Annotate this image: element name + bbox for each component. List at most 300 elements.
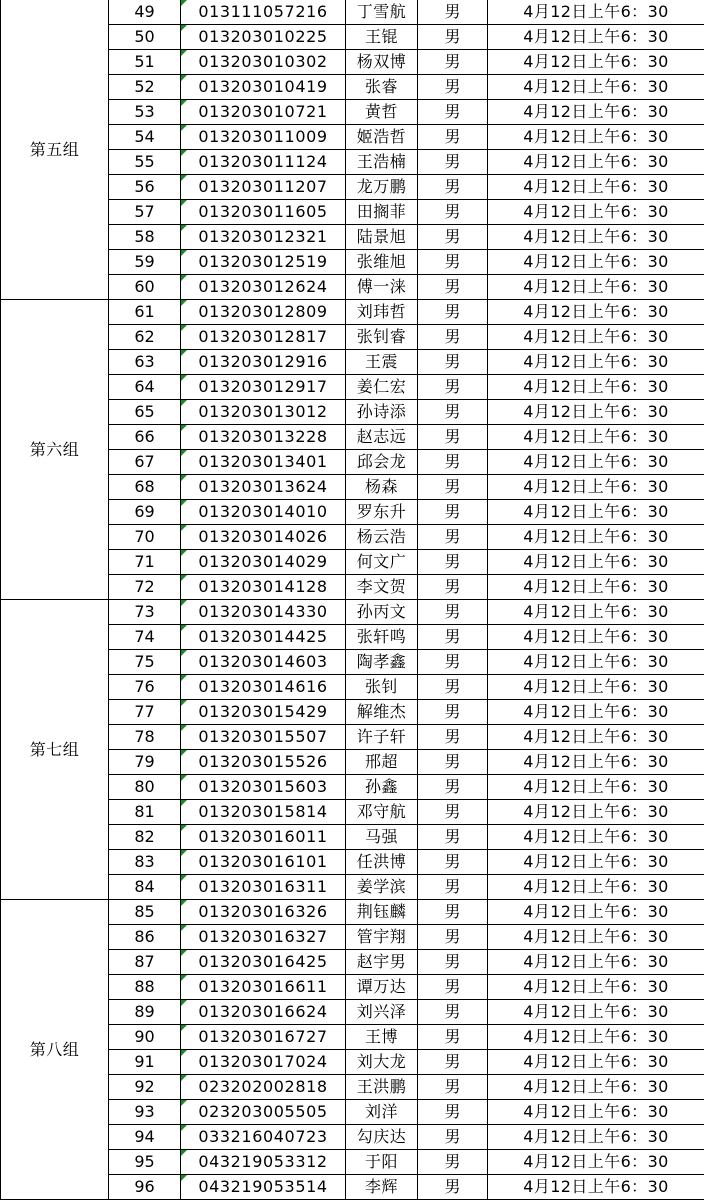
gender-cell[interactable]: 男 [418, 25, 488, 50]
student-id-cell[interactable] [181, 900, 346, 925]
time-cell[interactable]: 4月12日上午6：30 [488, 425, 704, 450]
time-cell[interactable]: 4月12日上午6：30 [488, 850, 704, 875]
gender-cell[interactable]: 男 [418, 200, 488, 225]
student-id-text: 013203014330 [198, 602, 328, 621]
name-cell[interactable]: 黄哲 [346, 100, 418, 125]
green-corner-triangle-icon [181, 975, 187, 981]
student-id-cell[interactable] [181, 350, 346, 375]
student-id-text: 013203013228 [198, 427, 328, 446]
serial-number-cell[interactable]: 92 [109, 1075, 181, 1100]
student-id-text: 013203016326 [198, 902, 328, 921]
name-cell[interactable]: 何文广 [346, 550, 418, 575]
serial-number-cell[interactable]: 54 [109, 125, 181, 150]
gender-cell[interactable]: 男 [418, 825, 488, 850]
name-cell[interactable]: 杨森 [346, 475, 418, 500]
student-id-text: 013203012916 [198, 352, 328, 371]
time-cell[interactable]: 4月12日上午6：30 [488, 875, 704, 900]
student-id-text: 013203012321 [198, 227, 328, 246]
name-cell[interactable]: 孙丙文 [346, 600, 418, 625]
gender-cell[interactable]: 男 [418, 100, 488, 125]
gender-cell[interactable]: 男 [418, 1150, 488, 1175]
serial-number-cell[interactable]: 56 [109, 175, 181, 200]
name-cell[interactable]: 管宇翔 [346, 925, 418, 950]
gender-cell[interactable]: 男 [418, 625, 488, 650]
time-cell[interactable]: 4月12日上午6：30 [488, 1025, 704, 1050]
time-cell[interactable]: 4月12日上午6：30 [488, 1075, 704, 1100]
time-cell[interactable]: 4月12日上午6：30 [488, 525, 704, 550]
time-cell[interactable]: 4月12日上午6：30 [488, 1125, 704, 1150]
name-cell[interactable]: 李文贺 [346, 575, 418, 600]
gender-cell[interactable]: 男 [418, 650, 488, 675]
student-id-cell[interactable] [181, 75, 346, 100]
student-id-cell[interactable] [181, 300, 346, 325]
name-cell[interactable]: 姬浩哲 [346, 125, 418, 150]
gender-cell[interactable]: 男 [418, 600, 488, 625]
green-corner-triangle-icon [181, 1025, 187, 1031]
serial-number-cell[interactable]: 52 [109, 75, 181, 100]
time-cell[interactable]: 4月12日上午6：30 [488, 600, 704, 625]
student-id-cell[interactable] [181, 975, 346, 1000]
green-corner-triangle-icon [181, 800, 187, 806]
green-corner-triangle-icon [181, 150, 187, 156]
serial-number-cell[interactable]: 59 [109, 250, 181, 275]
time-cell[interactable]: 4月12日上午6：30 [488, 550, 704, 575]
group-label[interactable]: 第七组 [1, 600, 109, 900]
gender-cell[interactable]: 男 [418, 325, 488, 350]
gender-cell[interactable]: 男 [418, 275, 488, 300]
student-id-cell[interactable] [181, 625, 346, 650]
name-cell[interactable]: 刘兴泽 [346, 1000, 418, 1025]
serial-number-cell[interactable]: 57 [109, 200, 181, 225]
name-cell[interactable]: 赵志远 [346, 425, 418, 450]
name-cell[interactable]: 龙万鹏 [346, 175, 418, 200]
serial-number-cell[interactable]: 64 [109, 375, 181, 400]
green-corner-triangle-icon [181, 250, 187, 256]
name-cell[interactable]: 马强 [346, 825, 418, 850]
student-id-cell[interactable] [181, 950, 346, 975]
green-corner-triangle-icon [181, 1050, 187, 1056]
serial-number-cell[interactable]: 70 [109, 525, 181, 550]
student-id-cell[interactable] [181, 125, 346, 150]
time-cell[interactable]: 4月12日上午6：30 [488, 300, 704, 325]
name-cell[interactable]: 王震 [346, 350, 418, 375]
name-cell[interactable]: 邱会龙 [346, 450, 418, 475]
name-cell[interactable]: 谭万达 [346, 975, 418, 1000]
time-cell[interactable]: 4月12日上午6：30 [488, 350, 704, 375]
table-row[interactable] [1, 0, 704, 25]
time-cell[interactable]: 4月12日上午6：30 [488, 775, 704, 800]
green-corner-triangle-icon [181, 175, 187, 181]
name-cell[interactable]: 王锟 [346, 25, 418, 50]
student-id-cell[interactable] [181, 500, 346, 525]
serial-number-cell[interactable]: 67 [109, 450, 181, 475]
student-id-cell[interactable] [181, 0, 346, 25]
gender-cell[interactable]: 男 [418, 775, 488, 800]
green-corner-triangle-icon [181, 775, 187, 781]
student-id-text: 023202002818 [198, 1077, 328, 1096]
student-id-cell[interactable] [181, 1050, 346, 1075]
gender-cell[interactable]: 男 [418, 350, 488, 375]
group-label[interactable]: 第六组 [1, 300, 109, 600]
name-cell[interactable]: 王博 [346, 1025, 418, 1050]
gender-cell[interactable]: 男 [418, 1050, 488, 1075]
serial-number-cell[interactable]: 89 [109, 1000, 181, 1025]
serial-number-cell[interactable]: 53 [109, 100, 181, 125]
serial-number-cell[interactable]: 49 [109, 0, 181, 25]
name-cell[interactable]: 孙鑫 [346, 775, 418, 800]
serial-number-cell[interactable]: 75 [109, 650, 181, 675]
student-id-cell[interactable] [181, 475, 346, 500]
time-cell[interactable]: 4月12日上午6：30 [488, 950, 704, 975]
serial-number-cell[interactable]: 58 [109, 225, 181, 250]
serial-number-cell[interactable]: 72 [109, 575, 181, 600]
time-cell[interactable]: 4月12日上午6：30 [488, 925, 704, 950]
time-cell[interactable]: 4月12日上午6：30 [488, 225, 704, 250]
time-cell[interactable]: 4月12日上午6：30 [488, 1000, 704, 1025]
student-id-cell[interactable] [181, 700, 346, 725]
green-corner-triangle-icon [181, 550, 187, 556]
student-id-text: 013203014128 [198, 577, 328, 596]
name-cell[interactable]: 张维旭 [346, 250, 418, 275]
gender-cell[interactable]: 男 [418, 475, 488, 500]
green-corner-triangle-icon [181, 525, 187, 531]
serial-number-cell[interactable]: 95 [109, 1150, 181, 1175]
student-id-cell[interactable] [181, 400, 346, 425]
name-cell[interactable]: 任洪博 [346, 850, 418, 875]
student-id-text: 013203011605 [198, 202, 328, 221]
student-id-cell[interactable] [181, 675, 346, 700]
student-id-text: 013203010419 [198, 77, 328, 96]
student-id-text: 013203012817 [198, 327, 328, 346]
time-cell[interactable]: 4月12日上午6：30 [488, 900, 704, 925]
gender-cell[interactable]: 男 [418, 425, 488, 450]
student-id-cell[interactable] [181, 600, 346, 625]
name-cell[interactable]: 解维杰 [346, 700, 418, 725]
green-corner-triangle-icon [181, 400, 187, 406]
table-row[interactable] [1, 900, 704, 925]
serial-number-cell[interactable]: 94 [109, 1125, 181, 1150]
student-id-cell[interactable] [181, 325, 346, 350]
serial-number-cell[interactable]: 63 [109, 350, 181, 375]
gender-cell[interactable]: 男 [418, 925, 488, 950]
student-id-text: 013203010721 [198, 102, 328, 121]
gender-cell[interactable]: 男 [418, 1100, 488, 1125]
time-cell[interactable]: 4月12日上午6：30 [488, 275, 704, 300]
student-id-cell[interactable] [181, 1075, 346, 1100]
name-cell[interactable]: 荆钰麟 [346, 900, 418, 925]
gender-cell[interactable]: 男 [418, 1125, 488, 1150]
gender-cell[interactable]: 男 [418, 675, 488, 700]
serial-number-cell[interactable]: 61 [109, 300, 181, 325]
gender-cell[interactable]: 男 [418, 400, 488, 425]
gender-cell[interactable]: 男 [418, 125, 488, 150]
serial-number-cell[interactable]: 81 [109, 800, 181, 825]
gender-cell[interactable]: 男 [418, 0, 488, 25]
name-cell[interactable]: 杨双博 [346, 50, 418, 75]
time-cell[interactable]: 4月12日上午6：30 [488, 400, 704, 425]
time-cell[interactable]: 4月12日上午6：30 [488, 200, 704, 225]
table-row[interactable] [1, 300, 704, 325]
time-cell[interactable]: 4月12日上午6：30 [488, 975, 704, 1000]
name-cell[interactable]: 李辉 [346, 1175, 418, 1200]
green-corner-triangle-icon [181, 500, 187, 506]
gender-cell[interactable]: 男 [418, 725, 488, 750]
student-id-text: 013203013624 [198, 477, 328, 496]
serial-number-cell[interactable]: 85 [109, 900, 181, 925]
gender-cell[interactable]: 男 [418, 375, 488, 400]
time-cell[interactable]: 4月12日上午6：30 [488, 325, 704, 350]
student-id-cell[interactable] [181, 250, 346, 275]
student-id-cell[interactable] [181, 725, 346, 750]
name-cell[interactable]: 张轩鸣 [346, 625, 418, 650]
serial-number-cell[interactable]: 93 [109, 1100, 181, 1125]
gender-cell[interactable]: 男 [418, 500, 488, 525]
time-cell[interactable]: 4月12日上午6：30 [488, 700, 704, 725]
time-cell[interactable]: 4月12日上午6：30 [488, 625, 704, 650]
name-cell[interactable]: 陶孝鑫 [346, 650, 418, 675]
student-id-text: 033216040723 [198, 1127, 328, 1146]
serial-number-cell[interactable]: 68 [109, 475, 181, 500]
student-id-text: 013203014026 [198, 527, 328, 546]
serial-number-cell[interactable]: 83 [109, 850, 181, 875]
student-id-cell[interactable] [181, 425, 346, 450]
name-cell[interactable]: 刘大龙 [346, 1050, 418, 1075]
serial-number-cell[interactable]: 86 [109, 925, 181, 950]
roster-body [1, 0, 704, 1200]
student-id-cell[interactable] [181, 25, 346, 50]
time-cell[interactable]: 4月12日上午6：30 [488, 75, 704, 100]
name-cell[interactable]: 王浩楠 [346, 150, 418, 175]
serial-number-cell[interactable]: 51 [109, 50, 181, 75]
green-corner-triangle-icon [181, 1125, 187, 1131]
time-cell[interactable]: 4月12日上午6：30 [488, 1150, 704, 1175]
name-cell[interactable]: 罗东升 [346, 500, 418, 525]
serial-number-cell[interactable]: 55 [109, 150, 181, 175]
gender-cell[interactable]: 男 [418, 550, 488, 575]
gender-cell[interactable]: 男 [418, 175, 488, 200]
student-id-cell[interactable] [181, 1025, 346, 1050]
gender-cell[interactable]: 男 [418, 975, 488, 1000]
student-id-text: 013203013401 [198, 452, 328, 471]
green-corner-triangle-icon [181, 750, 187, 756]
student-id-cell[interactable] [181, 550, 346, 575]
gender-cell[interactable]: 男 [418, 1075, 488, 1100]
green-corner-triangle-icon [181, 225, 187, 231]
student-id-cell[interactable] [181, 450, 346, 475]
gender-cell[interactable]: 男 [418, 1175, 488, 1200]
serial-number-cell[interactable]: 74 [109, 625, 181, 650]
gender-cell[interactable]: 男 [418, 800, 488, 825]
student-id-cell[interactable] [181, 1175, 346, 1200]
student-id-cell[interactable] [181, 150, 346, 175]
gender-cell[interactable]: 男 [418, 950, 488, 975]
student-id-cell[interactable] [181, 650, 346, 675]
green-corner-triangle-icon [181, 700, 187, 706]
serial-number-cell[interactable]: 60 [109, 275, 181, 300]
student-id-text: 013203015814 [198, 802, 328, 821]
serial-number-cell[interactable]: 91 [109, 1050, 181, 1075]
student-id-text: 013203016011 [198, 827, 328, 846]
gender-cell[interactable]: 男 [418, 875, 488, 900]
time-cell[interactable]: 4月12日上午6：30 [488, 450, 704, 475]
student-id-text: 013203011207 [198, 177, 328, 196]
green-corner-triangle-icon [181, 25, 187, 31]
serial-number-cell[interactable]: 90 [109, 1025, 181, 1050]
serial-number-cell[interactable]: 84 [109, 875, 181, 900]
time-cell[interactable]: 4月12日上午6：30 [488, 500, 704, 525]
gender-cell[interactable]: 男 [418, 250, 488, 275]
green-corner-triangle-icon [181, 875, 187, 881]
serial-number-cell[interactable]: 76 [109, 675, 181, 700]
student-id-cell[interactable] [181, 875, 346, 900]
student-id-cell[interactable] [181, 225, 346, 250]
name-cell[interactable]: 许子轩 [346, 725, 418, 750]
student-id-text: 013203011009 [198, 127, 328, 146]
student-id-cell[interactable] [181, 175, 346, 200]
student-id-text: 013203010302 [198, 52, 328, 71]
student-id-cell[interactable] [181, 525, 346, 550]
name-cell[interactable]: 刘洋 [346, 1100, 418, 1125]
green-corner-triangle-icon [181, 100, 187, 106]
student-id-cell[interactable] [181, 800, 346, 825]
name-cell[interactable]: 张钊睿 [346, 325, 418, 350]
time-cell[interactable]: 4月12日上午6：30 [488, 650, 704, 675]
serial-number-cell[interactable]: 78 [109, 725, 181, 750]
student-id-text: 013203016101 [198, 852, 328, 871]
name-cell[interactable]: 陆景旭 [346, 225, 418, 250]
gender-cell[interactable]: 男 [418, 850, 488, 875]
time-cell[interactable]: 4月12日上午6：30 [488, 0, 704, 25]
name-cell[interactable]: 傅一涞 [346, 275, 418, 300]
student-id-cell[interactable] [181, 1125, 346, 1150]
serial-number-cell[interactable]: 50 [109, 25, 181, 50]
student-id-cell[interactable] [181, 575, 346, 600]
student-id-cell[interactable] [181, 1150, 346, 1175]
time-cell[interactable]: 4月12日上午6：30 [488, 1050, 704, 1075]
serial-number-cell[interactable]: 88 [109, 975, 181, 1000]
green-corner-triangle-icon [181, 300, 187, 306]
serial-number-cell[interactable]: 96 [109, 1175, 181, 1200]
name-cell[interactable]: 赵宇男 [346, 950, 418, 975]
name-cell[interactable]: 王洪鹏 [346, 1075, 418, 1100]
name-cell[interactable]: 张钊 [346, 675, 418, 700]
time-cell[interactable]: 4月12日上午6：30 [488, 800, 704, 825]
student-id-text: 013203015526 [198, 752, 328, 771]
name-cell[interactable]: 杨云浩 [346, 525, 418, 550]
student-id-cell[interactable] [181, 750, 346, 775]
time-cell[interactable]: 4月12日上午6：30 [488, 575, 704, 600]
student-id-text: 013203015507 [198, 727, 328, 746]
time-cell[interactable]: 4月12日上午6：30 [488, 675, 704, 700]
name-cell[interactable]: 张睿 [346, 75, 418, 100]
gender-cell[interactable]: 男 [418, 900, 488, 925]
serial-number-cell[interactable]: 62 [109, 325, 181, 350]
group-label[interactable]: 第八组 [1, 900, 109, 1200]
time-cell[interactable]: 4月12日上午6：30 [488, 475, 704, 500]
serial-number-cell[interactable]: 73 [109, 600, 181, 625]
student-id-cell[interactable] [181, 375, 346, 400]
table-row[interactable] [1, 600, 704, 625]
serial-number-cell[interactable]: 69 [109, 500, 181, 525]
student-id-text: 013203014425 [198, 627, 328, 646]
time-cell[interactable]: 4月12日上午6：30 [488, 1175, 704, 1200]
gender-cell[interactable]: 男 [418, 525, 488, 550]
time-cell[interactable]: 4月12日上午6：30 [488, 25, 704, 50]
student-id-text: 013203014010 [198, 502, 328, 521]
name-cell[interactable]: 邢超 [346, 750, 418, 775]
serial-number-cell[interactable]: 77 [109, 700, 181, 725]
gender-cell[interactable]: 男 [418, 50, 488, 75]
student-id-cell[interactable] [181, 1100, 346, 1125]
serial-number-cell[interactable]: 66 [109, 425, 181, 450]
serial-number-cell[interactable]: 82 [109, 825, 181, 850]
student-id-cell[interactable] [181, 850, 346, 875]
student-id-cell[interactable] [181, 775, 346, 800]
name-cell[interactable]: 刘玮哲 [346, 300, 418, 325]
gender-cell[interactable]: 男 [418, 75, 488, 100]
time-cell[interactable]: 4月12日上午6：30 [488, 250, 704, 275]
serial-number-cell[interactable]: 65 [109, 400, 181, 425]
student-id-cell[interactable] [181, 825, 346, 850]
time-cell[interactable]: 4月12日上午6：30 [488, 175, 704, 200]
green-corner-triangle-icon [181, 125, 187, 131]
student-id-text: 013203014029 [198, 552, 328, 571]
name-cell[interactable]: 勾庆达 [346, 1125, 418, 1150]
student-id-cell[interactable] [181, 275, 346, 300]
name-cell[interactable]: 丁雪航 [346, 0, 418, 25]
student-id-cell[interactable] [181, 200, 346, 225]
time-cell[interactable]: 4月12日上午6：30 [488, 375, 704, 400]
time-cell[interactable]: 4月12日上午6：30 [488, 1100, 704, 1125]
name-cell[interactable]: 姜学滨 [346, 875, 418, 900]
gender-cell[interactable]: 男 [418, 700, 488, 725]
time-cell[interactable]: 4月12日上午6：30 [488, 750, 704, 775]
name-cell[interactable]: 孙诗添 [346, 400, 418, 425]
gender-cell[interactable]: 男 [418, 1000, 488, 1025]
name-cell[interactable]: 邓守航 [346, 800, 418, 825]
serial-number-cell[interactable]: 87 [109, 950, 181, 975]
time-cell[interactable]: 4月12日上午6：30 [488, 125, 704, 150]
time-cell[interactable]: 4月12日上午6：30 [488, 150, 704, 175]
gender-cell[interactable]: 男 [418, 225, 488, 250]
student-id-text: 013203015603 [198, 777, 328, 796]
time-cell[interactable]: 4月12日上午6：30 [488, 100, 704, 125]
time-cell[interactable]: 4月12日上午6：30 [488, 825, 704, 850]
student-id-cell[interactable] [181, 1000, 346, 1025]
group-label[interactable]: 第五组 [1, 0, 109, 300]
name-cell[interactable]: 田搁菲 [346, 200, 418, 225]
time-cell[interactable]: 4月12日上午6：30 [488, 50, 704, 75]
time-cell[interactable]: 4月12日上午6：30 [488, 725, 704, 750]
student-id-cell[interactable] [181, 100, 346, 125]
gender-cell[interactable]: 男 [418, 575, 488, 600]
student-id-text: 013111057216 [198, 2, 328, 21]
gender-cell[interactable]: 男 [418, 150, 488, 175]
gender-cell[interactable]: 男 [418, 1025, 488, 1050]
serial-number-cell[interactable]: 71 [109, 550, 181, 575]
serial-number-cell[interactable]: 80 [109, 775, 181, 800]
gender-cell[interactable]: 男 [418, 300, 488, 325]
name-cell[interactable]: 姜仁宏 [346, 375, 418, 400]
gender-cell[interactable]: 男 [418, 750, 488, 775]
student-id-text: 043219053514 [198, 1177, 328, 1196]
student-id-cell[interactable] [181, 925, 346, 950]
green-corner-triangle-icon [181, 850, 187, 856]
serial-number-cell[interactable]: 79 [109, 750, 181, 775]
student-id-cell[interactable] [181, 50, 346, 75]
gender-cell[interactable]: 男 [418, 450, 488, 475]
name-cell[interactable]: 于阳 [346, 1150, 418, 1175]
